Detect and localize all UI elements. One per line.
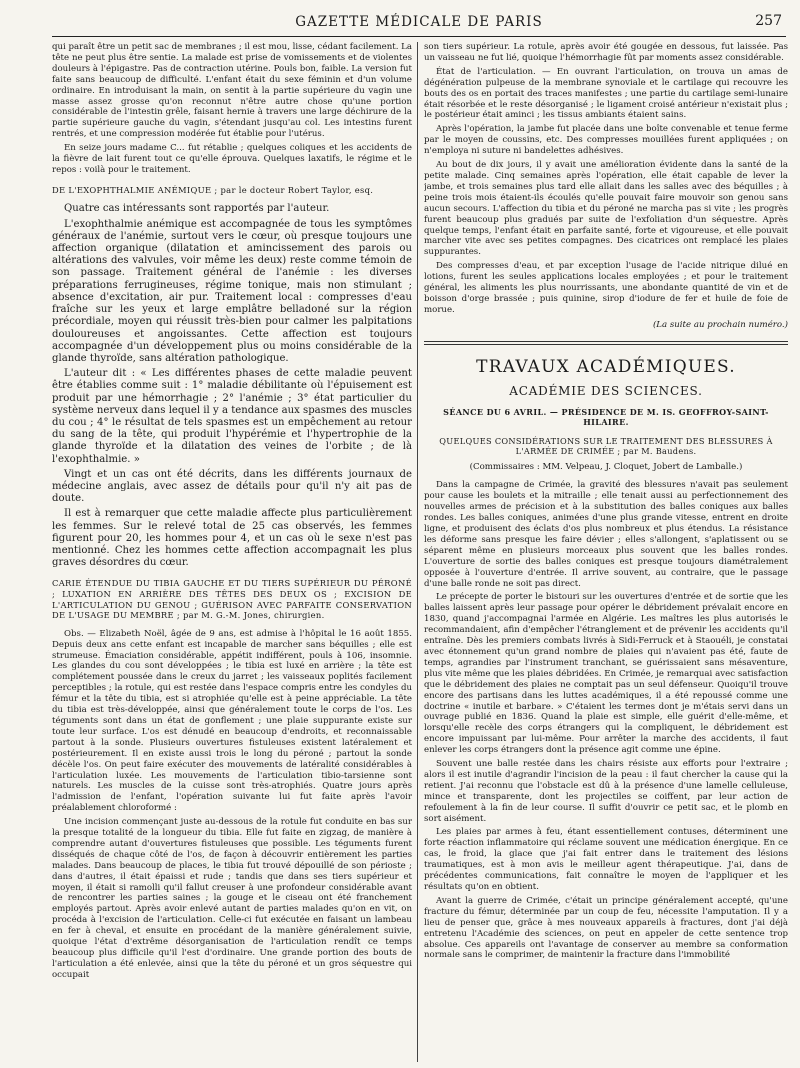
paragraph: L'auteur dit : « Les différentes phases de cette maladie peuvent être établies comme suit : 1° maladie débilitante où l'épuisement est produit par une hémorrhagie ; 2° l'anémie ; 3° état particulier du système nerveux dans lequel il y a tendance aux spasmes des muscles du cou ; 4° le résultat de tels spasmes est un empêchement au retour du sang de la tête, qui produit l'hypérémie et l'hypertrophie de la glande thyroïde et la dilatation des veines de l'orbite ; de là l'exophthalmie. »	[52, 368, 412, 465]
paragraph: Souvent une balle restée dans les chairs résiste aux efforts pour l'extraire ; alors il est inutile d'agrandir l'incision de la peau : il faut chercher la cause qui la retient. J'ai reconnu que l'obstacle est dû à la présence d'une lamelle celluleuse, mince et transparente, dont les projectiles se coiffent, par leur action de refoulement à la fin de leur course. Il suffit d'ouvrir ce petit sac, et le plomb en sort aisément.	[424, 759, 788, 824]
paragraph: L'exophthalmie anémique est accompagnée de tous les symptômes généraux de l'anémie, surtout vers le cœur, où presque toujours une affection organique (dilatation et amincissement des parois ou altérations des valvules, voir même les deux) reste comme témoin de son passage. Traitement général de l'anémie : les diverses préparations ferrugineuses, régime tonique, mais non stimulant ; absence d'excitation, air pur. Traitement local : compresses d'eau fraîche sur les yeux et large emplâtre belladoné sur la région précordiale, moyen qui réussit très-bien pour calmer les palpitations douloureuses et angoissantes. Cette affection est toujours accompagnée d'un développement plus ou moins considérable de la glande thyroïde, sans altération pathologique.	[52, 218, 412, 364]
paragraph: son tiers supérieur. La rotule, après avoir été gougée en dessous, fut laissée. Pas un vaisseau ne fut lié, quoique l'hémorrhagie fût par moments assez considérable.	[424, 42, 788, 63]
article-heading-carie-tibia: CARIE ÉTENDUE DU TIBIA GAUCHE ET DU TIERS SUPÉRIEUR DU PÉRONÉ ; LUXATION EN ARRIÈRE DES TÊTES DES DEUX OS ; EXCISION DE L'ARTICULATION DU GENOU ; GUÉRISON AVEC PARFAITE CONSERVATION DE L'USAGE DU MEMBRE ; par M. G.-M. Jones, chirurgien.	[52, 578, 412, 621]
paragraph: Au bout de dix jours, il y avait une amélioration évidente dans la santé de la petite malade. Cinq semaines après l'opération, elle était capable de lever la jambe, et trois semaines plus tard elle allait dans les salles avec des béquilles ; à peine trois mois étaient-ils écoulés qu'elle pouvait faire mouvoir son genou sans aucun secours. L'affection du tibia et du péroné ne marcha pas si vite ; les progrès furent beaucoup plus gradués par suite de l'exfoliation d'un séquestre. Après quelque temps, l'enfant était en parfaite santé, forte et vigoureuse, et elle pouvait marcher vite avec ses petites compagnes. Des cicatrices ont remplacé les plaies suppurantes.	[424, 160, 788, 258]
paragraph: Le précepte de porter le bistouri sur les ouvertures d'entrée et de sortie que les balles laissent après leur passage pour opérer le débridement prévalait encore en 1830, quand j'accompagnai l'armée en Algérie. Les maîtres les plus autorisés le recommandaient, afin d'empêcher l'étranglement et de prévenir les accidents qu'il entraîne. Dès les premiers combats livrés à Sidi-Ferruck et à Staouéli, je constatai avec étonnement qu'un grand nombre de plaies qui n'avaient pas été, faute de temps, agrandies par l'instrument tranchant, se guérissaient sans mésaventure, plus vite même que les plaies débridées. En Crimée, je remarquai avec satisfaction que le débridement des plaies ne comptait pas un seul défenseur. Quoiqu'il trouve encore des partisans dans les luttes académiques, il a été repoussé comme une doctrine « inutile et barbare. » C'étaient les termes dont je m'étais servi dans un ouvrage publié en 1836. Quand la plaie est simple, elle guérit d'elle-même, et lorsqu'elle recèle des corps étrangers qui la compliquent, le débridement est encore impuissant par lui-même. Pour arrêter la marche des accidents, il faut enlever les corps étrangers dont la présence agit comme une épine.	[424, 592, 788, 756]
paragraph: Obs. — Elizabeth Noël, âgée de 9 ans, est admise à l'hôpital le 16 août 1855. Depuis deux ans cette enfant est incapable de marcher sans béquilles ; elle est strumeuse. Émaciation considérable, appétit indifférent, pouls à 106, insomnie. Les glandes du cou sont développées ; le tibia est luxé en arrière ; la tête est complétement poussée dans le creux du jarret ; les vaisseaux poplités facilement perceptibles ; la rotule, qui est restée dans l'espace compris entre les condyles du fémur et la tête du tibia, est si atrophiée qu'elle est à peine appréciable. La tête du tibia est très-développée, ainsi que généralement toute le corps de l'os. Les téguments sont dans un état de gonflement ; une plaie suppurante existe sur toute leur surface. L'os est dénudé en beaucoup d'endroits, et reconnaissable partout à la sonde. Plusieurs ouvertures fistuleuses existent latéralement et postérieurement. Il en existe aussi trois le long du péroné ; partout la sonde décèle l'os. On peut faire exécuter des mouvements de latéralité considérables à l'articulation luxée. Les mouvements de l'articulation tibio-tarsienne sont naturels. Les muscles de la cuisse sont très-atrophiés. Quatre jours après l'admission de l'enfant, l'opération suivante lui fut faite après l'avoir préalablement chloroformé :	[52, 628, 412, 814]
page-header	[52, 12, 786, 37]
page-number: 257	[755, 13, 782, 29]
paragraph: Dans la campagne de Crimée, la gravité des blessures n'avait pas seulement pour cause les boulets et la mitraille ; elle tenait aussi au perfectionnement des nouvelles armes de précision et à la substitution des balles coniques aux balles rondes. Les balles coniques, animées d'une plus grande vitesse, entrent en droite ligne, et produisent des éclats d'os plus nombreux et plus étendus. La résistance les déforme sans presque les faire dévier ; elles s'allongent, s'aplatissent ou se séparent même en plusieurs morceaux plus souvent que les balles rondes. L'ouverture de sortie des balles coniques est presque toujours diamétralement opposée à l'ouverture d'entrée. Il arrive souvent, au contraire, que le passage d'une balle ronde ne soit pas direct.	[424, 480, 788, 589]
section-title: TRAVAUX ACADÉMIQUES.	[476, 356, 736, 377]
continuation-note: (La suite au prochain numéro.)	[652, 319, 788, 330]
paragraph: Une incision commençant juste au-dessous de la rotule fut conduite en bas sur la presque totalité de la longueur du tibia. Elle fut faite en zigzag, de manière à comprendre autant d'ouvertures fistuleuses que possible. Les téguments furent disséqués de chaque côté de l'os, de façon à découvrir entièrement les parties malades. Dans beaucoup de places, le tibia fut trouvé dépouillé de son périoste ; dans d'autres, il était épaissi et rude ; tandis que dans ses tiers supérieur et moyen, il était si ramolli qu'il fallut creuser à une profondeur considérable avant de rencontrer les parties saines ; la gouge et le ciseau ont été franchement employés partout. Après avoir enlevé autant de parties malades qu'on en vit, on procéda à l'excision de l'articulation. Celle-ci fut exécutée en faisant un lambeau en fer à cheval, et ensuite en procédant de la manière généralement suivie, quoique l'état d'extrême désorganisation de l'articulation rendît ce temps beaucoup plus difficile qu'il l'est d'ordinaire. Une grande portion des bouts de l'articulation a été enlevée, ainsi que la tête du péroné et un gros séquestre qui occupait	[52, 817, 412, 980]
paragraph: État de l'articulation. — En ouvrant l'articulation, on trouva un amas de dégénération pulpeuse de la membrane synoviale et le cartilage qui recouvre les bouts des os en portait des traces manifestes ; une partie du cartilage semi-lunaire était résorbée et le reste désorganisé ; le ligament croisé antérieur n'existait plus ; le postérieur était aminci ; les tissus ambiants étaient sains.	[424, 66, 788, 121]
paragraph: Il est à remarquer que cette maladie affecte plus particulièrement les femmes. Sur le relevé total de 25 cas observés, les femmes figurent pour 20, les hommes pour 4, et un cas où le sexe n'est pas mentionné. Chez les hommes cette affection accompagnait les plus graves désordres du cœur.	[52, 508, 412, 569]
paragraph: Les plaies par armes à feu, étant essentiellement contuses, déterminent une forte réaction inflammatoire qui réclame souvent une médication énergique. En ce cas, le froid, la glace que j'ai fait entrer dans le traitement des lésions traumatiques, est à mon avis le meilleur agent thérapeutique. J'ai, dans de précédentes communications, fait connaître le moyen de l'appliquer et les résultats qu'on en obtient.	[424, 827, 788, 892]
column-divider	[417, 42, 418, 1062]
session-line: SÉANCE DU 6 AVRIL. — PRÉSIDENCE DE M. IS. GEOFFROY-SAINT-HILAIRE.	[443, 406, 769, 427]
paragraph: Avant la guerre de Crimée, c'était un principe généralement accepté, qu'une fracture du fémur, déterminée par un coup de feu, nécessite l'amputation. Il y a lieu de penser que, grâce à mes nouveaux appareils à fractures, dont j'ai déjà entretenu l'Académie des sciences, on peut en appeler de cette sentence trop absolue. Ces appareils ont l'avantage de conserver au membre sa conformation normale sans le comprimer, de maintenir la fracture dans l'immobilité	[424, 895, 788, 961]
paragraph: Quatre cas intéressants sont rapportés par l'auteur.	[64, 203, 330, 215]
paragraph: qui paraît être un petit sac de membranes ; il est mou, lisse, cédant facilement. La tête ne peut plus être sentie. La malade est prise de vomissements et de violentes douleurs à l'épigastre. Pas de contraction utérine. Pouls bon, faible. La version fut faite sans beaucoup de difficulté. L'enfant était du sexe féminin et d'un volume ordinaire. En introduisant la main, on sentit à la partie supérieure du vagin une masse assez grosse qu'on reconnut n'être autre chose qu'une portion considérable de l'intestin grêle, faisant hernie à travers une large déchirure de la partie supérieure gauche du vagin, s'étendant jusqu'au col. Les intestins furent rentrés, et une compression modérée fut établie pour l'utérus.	[52, 42, 412, 140]
section-rule	[424, 341, 788, 345]
paragraph: En seize jours madame C... fut rétablie ; quelques coliques et les accidents de la fièvre de lait furent tout ce qu'elle éprouva. Quelques laxatifs, le régime et le repos : voilà pour le traitement.	[52, 143, 412, 175]
commissaires-line: (Commissaires : MM. Velpeau, J. Cloquet, Jobert de Lamballe.)	[469, 462, 743, 473]
paragraph: Vingt et un cas ont été décrits, dans les différents journaux de médecine anglais, avec assez de détails pour qu'il n'y ait pas de doute.	[52, 468, 412, 505]
section-subtitle: ACADÉMIE DES SCIENCES.	[509, 383, 703, 398]
left-column	[52, 42, 412, 1064]
right-column	[424, 42, 788, 1064]
journal-title: GAZETTE MÉDICALE DE PARIS	[295, 14, 543, 30]
article-heading-crimee: QUELQUES CONSIDÉRATIONS SUR LE TRAITEMENT DES BLESSURES À L'ARMÉE DE CRIMÉE ; par M. Baudens.	[439, 435, 773, 457]
paragraph: Après l'opération, la jambe fut placée dans une boîte convenable et tenue ferme par le moyen de coussins, etc. Des compresses mouillées furent appliquées ; on n'employa ni suture ni bandelettes adhésives.	[424, 124, 788, 157]
article-heading-exophthalmie: DE L'EXOPHTHALMIE ANÉMIQUE ; par le docteur Robert Taylor, esq.	[52, 184, 374, 195]
paragraph: Des compresses d'eau, et par exception l'usage de l'acide nitrique dilué en lotions, furent les seules applications locales employées ; et pour le traitement général, les aliments les plus nourrissants, une abondante quantité de vin et de boisson d'orge brassée ; puis quinine, sirop d'iodure de fer et huile de foie de morue.	[424, 261, 788, 315]
